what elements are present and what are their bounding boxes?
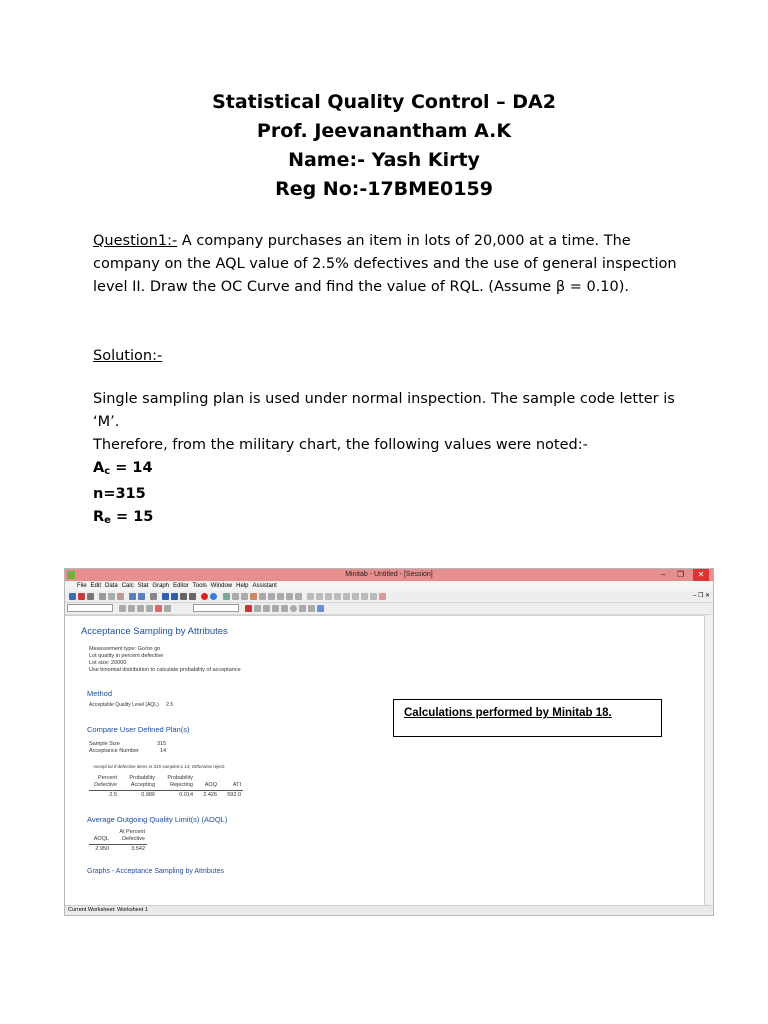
crosshair-icon[interactable]: [263, 605, 270, 612]
menu-editor[interactable]: Editor: [173, 583, 189, 589]
title-block: [0, 88, 768, 204]
session-title: Acceptance Sampling by Attributes: [81, 626, 228, 637]
clear-icon[interactable]: [379, 593, 386, 600]
project-icon[interactable]: [241, 593, 248, 600]
aql-label: Acceptable Quality Level (AQL): [89, 702, 159, 708]
question-label: Question1:-: [93, 233, 178, 249]
design-icon[interactable]: [295, 593, 302, 600]
re-subscript: e: [104, 515, 111, 526]
history-icon[interactable]: [259, 593, 266, 600]
copy-icon[interactable]: [108, 593, 115, 600]
menu-assistant[interactable]: Assistant: [252, 583, 277, 589]
accept-note: Accept lot if defective items in 315 sampled ≤ 14; Otherwise reject.: [93, 764, 226, 769]
professor-name: Prof. Jeevanantham A.K: [256, 120, 512, 142]
polygon-tool-icon[interactable]: [308, 605, 315, 612]
plan-header-5: ATI: [232, 782, 241, 788]
insert-rows-icon[interactable]: [316, 593, 323, 600]
save-icon[interactable]: [78, 593, 85, 600]
minitab-titlebar: [65, 569, 713, 581]
menu-window[interactable]: Window: [210, 583, 233, 589]
question-paragraph: [93, 230, 693, 299]
open-icon[interactable]: [69, 593, 76, 600]
move-columns-icon[interactable]: [334, 593, 341, 600]
minitab-callout-box: [393, 699, 662, 737]
aoql-heading: Average Outgoing Quality Limit(s) (AOQL): [87, 815, 228, 824]
sample-size-label: Sample Size: [89, 741, 120, 747]
n-line: n=315: [93, 486, 146, 502]
ac-line: [93, 457, 693, 483]
callout-text: Calculations performed by Minitab 18.: [404, 707, 612, 719]
plan-header-top-1: Percent: [98, 775, 117, 781]
minitab-window: [64, 568, 714, 916]
plan-header-top-2: Probability: [129, 775, 155, 781]
student-name: Name:- Yash Kirty: [288, 149, 480, 171]
up-arrow-icon[interactable]: [162, 593, 169, 600]
brush-icon[interactable]: [119, 605, 126, 612]
session-pane: [65, 615, 705, 908]
plan-header-2: Accepting: [130, 782, 155, 788]
solution-body: [93, 388, 693, 532]
graph-dropdown[interactable]: [193, 604, 239, 612]
info-icon[interactable]: [250, 593, 257, 600]
solution-line-2: Therefore, from the military chart, the following values were noted:-: [93, 437, 588, 453]
ac-subscript: c: [104, 466, 111, 477]
aoql-header-1: AOQL: [93, 836, 109, 842]
close-icon[interactable]: ✕: [693, 569, 709, 581]
plan-header-top-3: Probability: [167, 775, 193, 781]
line-tool-icon[interactable]: [299, 605, 306, 612]
compare-heading: Compare User Defined Plan(s): [87, 725, 190, 734]
worksheet-icon[interactable]: [232, 593, 239, 600]
info-line-1: Measurement type: Go/no go: [89, 646, 161, 652]
maximize-icon[interactable]: ❐: [677, 570, 685, 579]
ellipse-tool-icon[interactable]: [290, 605, 297, 612]
menu-edit[interactable]: Edit: [90, 583, 102, 589]
menubar: [65, 581, 713, 591]
menu-stat[interactable]: Stat: [137, 583, 149, 589]
sample-size-value: 315: [157, 741, 167, 747]
aoql-cell-2: 3.542: [131, 846, 145, 852]
aoql-header-2: Defective: [122, 836, 145, 842]
re-line: [93, 506, 693, 532]
info-line-3: Lot size: 20000: [89, 660, 127, 666]
plan-table: [89, 775, 249, 805]
layout-icon[interactable]: [164, 605, 171, 612]
acceptance-number-label: Acceptance Number: [89, 748, 139, 754]
solution-label: Solution:-: [93, 348, 163, 364]
session-scrollbar[interactable]: [704, 615, 713, 907]
text-tool-icon[interactable]: [272, 605, 279, 612]
flag-icon[interactable]: [146, 605, 153, 612]
minimize-icon[interactable]: –: [661, 570, 666, 579]
window-title: Minitab - Untitled - [Session]: [345, 571, 433, 578]
re-value: = 15: [110, 509, 154, 525]
column-dropdown[interactable]: [67, 604, 113, 612]
zoom-icon[interactable]: [254, 605, 261, 612]
undo-icon[interactable]: [129, 593, 136, 600]
paste-icon[interactable]: [117, 593, 124, 600]
info-line-2: Lot quality in percent defective: [89, 653, 164, 659]
plan-table-rule: [89, 790, 243, 791]
menu-graph[interactable]: Graph: [152, 583, 170, 589]
plan-header-1: Defective: [94, 782, 117, 788]
status-bar: [65, 905, 713, 915]
re-symbol: R: [93, 509, 105, 525]
plan-header-3: Rejecting: [170, 782, 193, 788]
find-icon[interactable]: [180, 593, 187, 600]
window-icon[interactable]: [150, 593, 157, 600]
sort-icon[interactable]: [343, 593, 350, 600]
reg-number: Reg No:-17BME0159: [275, 178, 493, 200]
down-arrow-icon[interactable]: [171, 593, 178, 600]
transpose-icon[interactable]: [352, 593, 359, 600]
function-icon[interactable]: [307, 593, 314, 600]
menu-help[interactable]: Help: [236, 583, 249, 589]
menu-data[interactable]: Data: [105, 583, 118, 589]
ac-symbol: A: [93, 460, 105, 476]
cancel-icon[interactable]: [201, 593, 208, 600]
unstack-icon[interactable]: [370, 593, 377, 600]
acceptance-number-value: 14: [160, 748, 167, 754]
plan-header-4: AOQ: [204, 782, 217, 788]
insert-columns-icon[interactable]: [325, 593, 332, 600]
mail-icon[interactable]: [317, 605, 324, 612]
menu-tools[interactable]: Tools: [192, 583, 207, 589]
aoql-cell-1: 2.950: [95, 846, 109, 852]
redo-icon[interactable]: [138, 593, 145, 600]
select-icon[interactable]: [128, 605, 135, 612]
graph-folder-icon[interactable]: [268, 593, 275, 600]
plan-cell-1: 2.5: [109, 792, 117, 798]
help-icon[interactable]: [210, 593, 217, 600]
ac-value: = 14: [110, 460, 153, 476]
solution-line-1: Single sampling plan is used under normal inspection. The sample code letter is ‘M’.: [93, 391, 675, 430]
report-pad-icon[interactable]: [277, 593, 284, 600]
stack-icon[interactable]: [361, 593, 368, 600]
graph-toolbar: [65, 603, 713, 615]
acceptance-number-row: [89, 748, 167, 755]
aoql-table: [89, 829, 169, 859]
aql-row: [89, 702, 173, 709]
related-docs-icon[interactable]: [286, 593, 293, 600]
plan-cell-3: 0.014: [179, 792, 193, 798]
replace-icon[interactable]: [189, 593, 196, 600]
aoql-table-rule: [89, 844, 147, 845]
plan-cell-4: 2.426: [203, 792, 217, 798]
edit-icon[interactable]: [137, 605, 144, 612]
standard-toolbar: [65, 591, 713, 603]
marker-icon[interactable]: [155, 605, 162, 612]
doc-title: Statistical Quality Control – DA2: [212, 91, 556, 113]
aql-value: 2.5: [166, 702, 174, 708]
method-heading: Method: [87, 689, 113, 698]
sample-size-row: [89, 741, 167, 748]
menu-file[interactable]: File: [77, 583, 87, 589]
status-text: Current Worksheet: Worksheet 1: [68, 907, 148, 913]
plan-cell-5: 592.0: [227, 792, 241, 798]
rectangle-tool-icon[interactable]: [281, 605, 288, 612]
restore-icon[interactable]: – ❐ ✕: [693, 593, 711, 599]
solution-heading: [93, 345, 693, 368]
question-text: A company purchases an item in lots of 20,000 at a time. The company on the AQL value of 2.5% defectives and the use of general inspection level II. Draw the OC Curve and find the value of RQL. (Assume β = 0.10).: [93, 233, 677, 295]
delete-icon[interactable]: [245, 605, 252, 612]
print-icon[interactable]: [87, 593, 94, 600]
aoql-header-top-2: At Percent: [119, 829, 145, 835]
menu-calc[interactable]: Calc: [121, 583, 134, 589]
info-line-4: Use binomial distribution to calculate probability of acceptance: [89, 667, 241, 673]
graphs-heading: Graphs - Acceptance Sampling by Attributes: [87, 868, 224, 875]
plan-cell-2: 0.986: [141, 792, 155, 798]
session-icon[interactable]: [223, 593, 230, 600]
cut-icon[interactable]: [99, 593, 106, 600]
